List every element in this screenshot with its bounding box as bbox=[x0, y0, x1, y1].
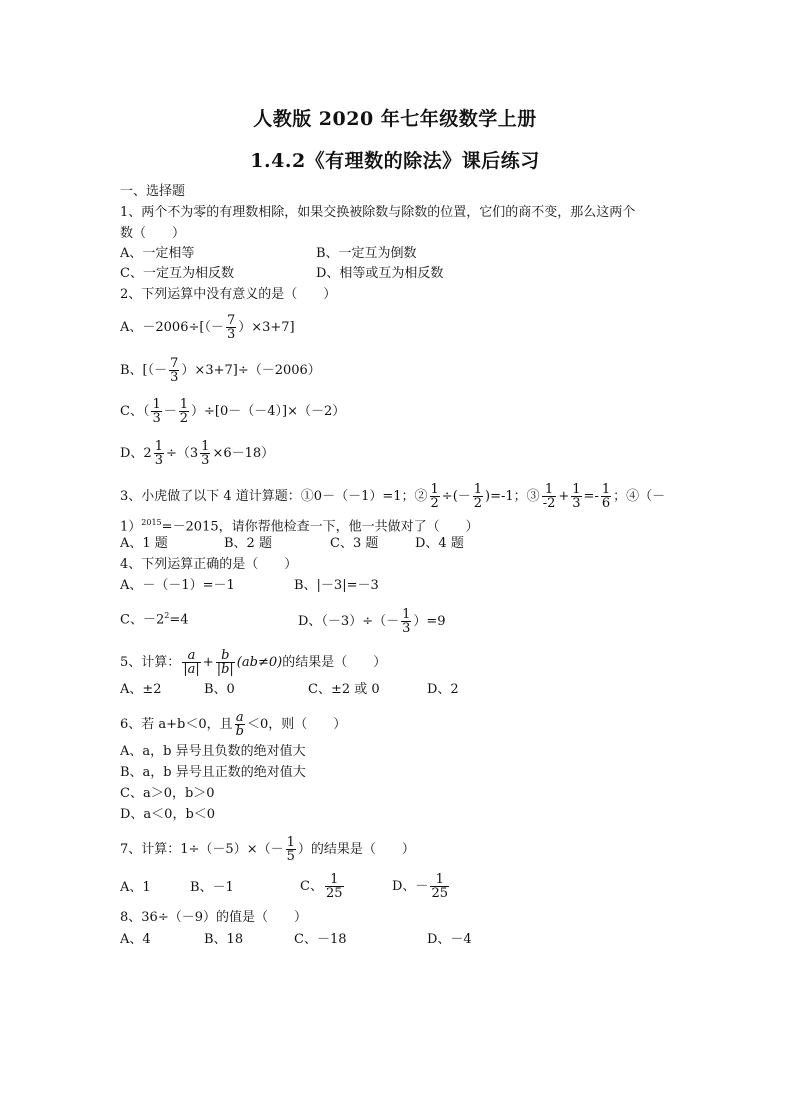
q3-option-c: C、3 题 bbox=[330, 536, 379, 551]
q3-option-a: A、1 题 bbox=[120, 536, 168, 551]
q2-option-a bbox=[120, 314, 295, 341]
q1-option-c: C、一定互为相反数 bbox=[120, 266, 234, 281]
q6-option-c: C、a＞0，b＞0 bbox=[120, 786, 215, 801]
q2-b-post: ）×3+7]÷（－2006） bbox=[181, 363, 321, 378]
q4-option-a: A、－（－1）=－1 bbox=[120, 578, 235, 593]
q7-c-pre: C、 bbox=[300, 879, 323, 894]
q3-mid1: ÷(－ bbox=[441, 489, 471, 504]
q2-a-den: 3 bbox=[226, 327, 236, 342]
q1-stem-line1: 1、两个不为零的有理数相除，如果交换被除数与除数的位置，它们的商不变，那么这两个 bbox=[120, 205, 636, 220]
q7-stem bbox=[120, 836, 415, 863]
q2-c-mid: － bbox=[163, 404, 177, 419]
q4-option-c bbox=[120, 608, 188, 628]
q6-f-den: b bbox=[235, 724, 244, 739]
q8-option-d: D、－4 bbox=[427, 932, 472, 947]
q2-d-post: ×6－18） bbox=[212, 446, 275, 461]
q3-pre: 3、小虎做了以下 4 道计算题：①0－（－1）=1；② bbox=[120, 489, 428, 504]
q4-option-d bbox=[298, 608, 446, 635]
q2-d-pre: D、2 bbox=[120, 446, 152, 461]
q2-b-fraction bbox=[169, 357, 179, 384]
document-subtitle: 1.4.2《有理数的除法》课后练习 bbox=[250, 150, 540, 172]
q8-option-a: A、4 bbox=[120, 932, 151, 947]
q3-f3-den: -2 bbox=[542, 496, 556, 511]
q3-f4-num: 1 bbox=[572, 482, 581, 497]
q2-b-num: 7 bbox=[170, 356, 179, 371]
q2-c-fraction-2 bbox=[179, 398, 189, 425]
q3-f1-num: 1 bbox=[430, 482, 439, 497]
q2-d-num1: 1 bbox=[154, 439, 163, 454]
q4-d-den: 3 bbox=[402, 621, 411, 636]
q3-line2-exponent: 2015 bbox=[141, 518, 162, 527]
q3-eq: =- bbox=[583, 489, 599, 504]
q3-f1-den: 2 bbox=[430, 496, 439, 511]
q4-d-post: ）=9 bbox=[413, 614, 446, 629]
q3-option-d: D、4 题 bbox=[415, 536, 464, 551]
q3-option-b: B、2 题 bbox=[224, 536, 272, 551]
q3-f5-num: 1 bbox=[601, 482, 611, 497]
q7-d-pre: D、－ bbox=[392, 879, 429, 894]
q5-f2-den: |b| bbox=[216, 662, 234, 677]
q2-c-den2: 2 bbox=[179, 411, 189, 426]
q3-stem-line1 bbox=[120, 483, 665, 510]
q3-tail: ；④（－ bbox=[613, 489, 666, 504]
q6-stem bbox=[120, 711, 346, 738]
q2-c-fraction-1 bbox=[151, 398, 161, 425]
q7-option-b: B、－1 bbox=[190, 880, 234, 895]
q4-option-b: B、|－3|=－3 bbox=[294, 578, 379, 593]
q2-b-den: 3 bbox=[170, 370, 179, 385]
q2-a-fraction bbox=[226, 314, 236, 341]
q7-c-fraction bbox=[325, 873, 344, 900]
q2-d-num2: 1 bbox=[201, 439, 210, 454]
q1-option-b: B、一定互为倒数 bbox=[316, 246, 417, 261]
q7-option-a: A、1 bbox=[120, 880, 151, 895]
q3-fraction-5 bbox=[601, 483, 611, 510]
q8-option-c: C、－18 bbox=[294, 932, 347, 947]
q3-mid2: )=-1；③ bbox=[485, 489, 540, 504]
q5-stem bbox=[120, 649, 386, 676]
q5-post: 的结果是（ ） bbox=[282, 655, 387, 670]
q2-c-den1: 3 bbox=[152, 411, 161, 426]
q2-d-fraction-1 bbox=[154, 440, 164, 467]
q7-pre: 7、计算：1÷（－5）×（－ bbox=[120, 842, 284, 857]
q3-f2-num: 1 bbox=[473, 482, 483, 497]
q3-f2-den: 2 bbox=[473, 496, 483, 511]
q3-f5-den: 6 bbox=[601, 496, 611, 511]
q7-option-d bbox=[392, 873, 451, 900]
q3-plus: + bbox=[558, 489, 570, 504]
q2-c-post: ）÷[0－（－4）]×（－2） bbox=[191, 404, 346, 419]
q2-option-b bbox=[120, 357, 321, 384]
q5-option-c: C、±2 或 0 bbox=[308, 682, 380, 697]
q6-pre: 6、若 a+b＜0，且 bbox=[120, 717, 233, 732]
q7-option-c bbox=[300, 873, 346, 900]
q8-stem: 8、36÷（－9）的值是（ ） bbox=[120, 910, 307, 925]
q5-option-d: D、2 bbox=[427, 682, 459, 697]
q7-d-num: 1 bbox=[435, 872, 444, 887]
q4-d-pre: D、（－3）÷（－ bbox=[298, 614, 400, 629]
q4-d-fraction bbox=[401, 608, 411, 635]
q7-f-num: 1 bbox=[286, 835, 295, 850]
q5-plus: + bbox=[202, 655, 214, 670]
q7-c-den: 25 bbox=[325, 886, 343, 901]
q4-c-post: =4 bbox=[169, 612, 189, 628]
q4-stem: 4、下列运算正确的是（ ） bbox=[120, 557, 298, 572]
q7-f-den: 5 bbox=[286, 849, 295, 864]
q3-stem-line2 bbox=[120, 515, 479, 535]
q2-d-den2: 3 bbox=[201, 453, 210, 468]
q6-option-a: A、a，b 异号且负数的绝对值大 bbox=[120, 744, 306, 759]
q3-fraction-1 bbox=[430, 483, 440, 510]
q5-f1-den: |a| bbox=[183, 662, 200, 677]
section-heading: 一、选择题 bbox=[120, 184, 186, 199]
q2-d-fraction-2 bbox=[200, 440, 210, 467]
q4-c-pre: C、－2 bbox=[120, 612, 165, 628]
q6-fraction bbox=[235, 711, 245, 738]
q7-post: ）的结果是（ ） bbox=[297, 842, 415, 857]
q5-option-a: A、±2 bbox=[120, 682, 162, 697]
q2-c-num1: 1 bbox=[152, 397, 161, 412]
q3-line2-pre: 1） bbox=[120, 519, 142, 535]
q3-f4-den: 3 bbox=[572, 496, 581, 511]
q2-a-num: 7 bbox=[226, 313, 236, 328]
q3-fraction-4 bbox=[571, 483, 581, 510]
q6-option-b: B、a，b 异号且正数的绝对值大 bbox=[120, 765, 306, 780]
q2-option-d bbox=[120, 440, 274, 467]
q7-d-den: 25 bbox=[431, 886, 448, 901]
q2-d-mid: ÷（3 bbox=[165, 446, 199, 461]
q3-fraction-2 bbox=[473, 483, 483, 510]
q3-fraction-3 bbox=[542, 483, 557, 510]
q8-option-b: B、18 bbox=[204, 932, 244, 947]
q6-f-num: a bbox=[235, 710, 244, 725]
q4-c-exponent: 2 bbox=[164, 611, 170, 620]
q5-fraction-1 bbox=[182, 649, 201, 676]
q2-c-num2: 1 bbox=[179, 397, 189, 412]
q3-line2-post: =－2015，请你帮他检查一下，他一共做对了（ ） bbox=[161, 519, 479, 535]
q5-fraction-2 bbox=[216, 649, 235, 676]
q5-condition: (ab≠0) bbox=[236, 655, 283, 670]
q2-c-pre: C、（ bbox=[120, 404, 150, 419]
q7-d-fraction bbox=[430, 873, 449, 900]
q6-post: ＜0，则（ ） bbox=[246, 717, 347, 732]
q7-c-num: 1 bbox=[330, 872, 339, 887]
q6-option-d: D、a＜0，b＜0 bbox=[120, 807, 216, 822]
document-title: 人教版 2020 年七年级数学上册 bbox=[253, 108, 537, 130]
q1-option-d: D、相等或互为相反数 bbox=[316, 266, 444, 281]
q2-option-c bbox=[120, 398, 345, 425]
q1-option-a: A、一定相等 bbox=[120, 246, 195, 261]
q2-b-pre: B、[（－ bbox=[120, 363, 168, 378]
q4-d-num: 1 bbox=[402, 607, 411, 622]
q5-option-b: B、0 bbox=[204, 682, 235, 697]
q5-f1-num: a bbox=[187, 648, 196, 663]
q7-fraction bbox=[286, 836, 296, 863]
q2-a-post: ）×3+7] bbox=[238, 320, 295, 335]
q5-pre: 5、计算： bbox=[120, 655, 181, 670]
q2-a-pre: A、－2006÷[（－ bbox=[120, 320, 224, 335]
q2-stem: 2、下列运算中没有意义的是（ ） bbox=[120, 287, 337, 302]
q5-f2-num: b bbox=[221, 648, 230, 663]
q1-stem-line2: 数（ ） bbox=[120, 226, 186, 241]
q3-f3-num: 1 bbox=[544, 482, 554, 497]
q2-d-den1: 3 bbox=[154, 453, 163, 468]
